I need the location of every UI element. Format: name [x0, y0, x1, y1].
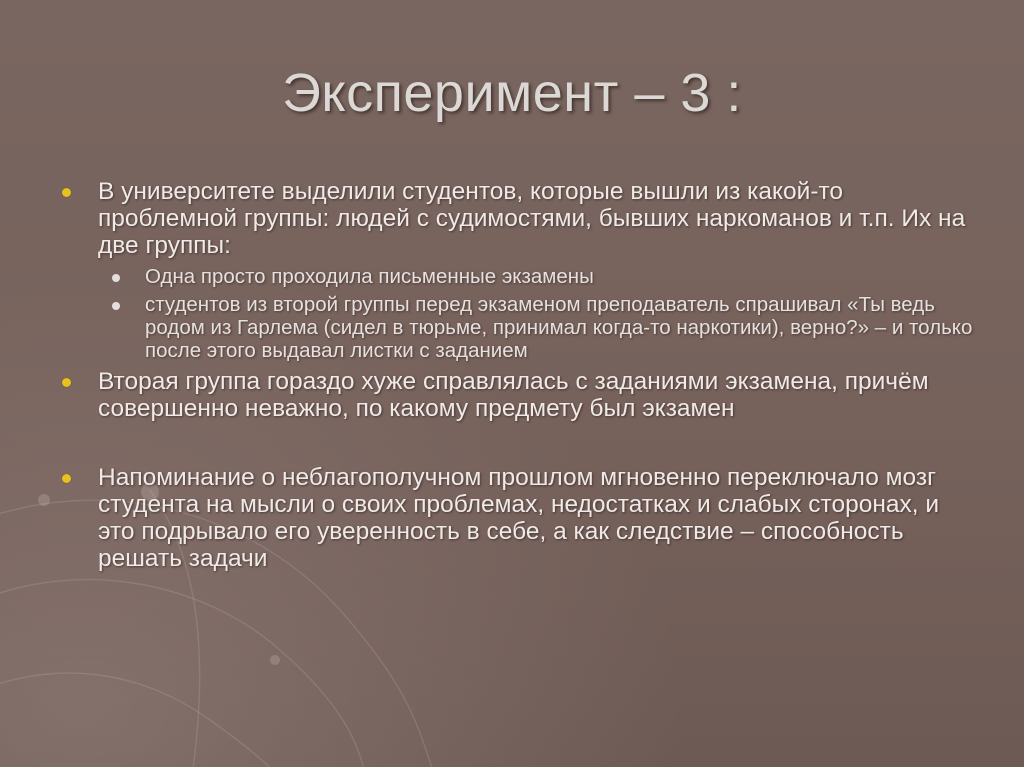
sub-bullet-item	[60, 265, 980, 288]
bullet-text: Вторая группа гораздо хуже справлялась с заданиями экзамена, причём совершенно неважно, по какому предмету был экзамен	[98, 368, 929, 422]
yellow-dot-icon	[62, 188, 71, 197]
sub-bullet-text: Одна просто проходила письменные экзамены	[145, 265, 594, 288]
slide-content	[60, 178, 980, 572]
bullet-item	[60, 178, 980, 259]
yellow-dot-icon	[62, 474, 71, 483]
white-dot-icon	[112, 274, 120, 282]
bullet-text: Напоминание о неблагополучном прошлом мгновенно переключало мозг студента на мысли о своих проблемах, недостатках и слабых сторонах, и это подрывало его уверенность в себе, а как следствие – способность решать задачи	[98, 464, 940, 572]
sub-bullet-item	[60, 293, 980, 362]
slide-title: Эксперимент – 3 :	[282, 63, 742, 123]
sub-bullet-text: студентов из второй группы перед экзаменом преподаватель спрашивал «Ты ведь родом из Гарлема (сидел в тюрьме, принимал когда-то наркотики), верно?» – и только после этого выдавал листки с заданием	[145, 293, 973, 362]
bullet-text: В университете выделили студентов, которые вышли из какой-то проблемной группы: людей с судимостями, бывших наркоманов и т.п. Их на две группы:	[98, 178, 966, 259]
bullet-item	[60, 464, 980, 572]
bullet-item	[60, 368, 980, 422]
white-dot-icon	[112, 302, 120, 310]
yellow-dot-icon	[62, 378, 71, 387]
